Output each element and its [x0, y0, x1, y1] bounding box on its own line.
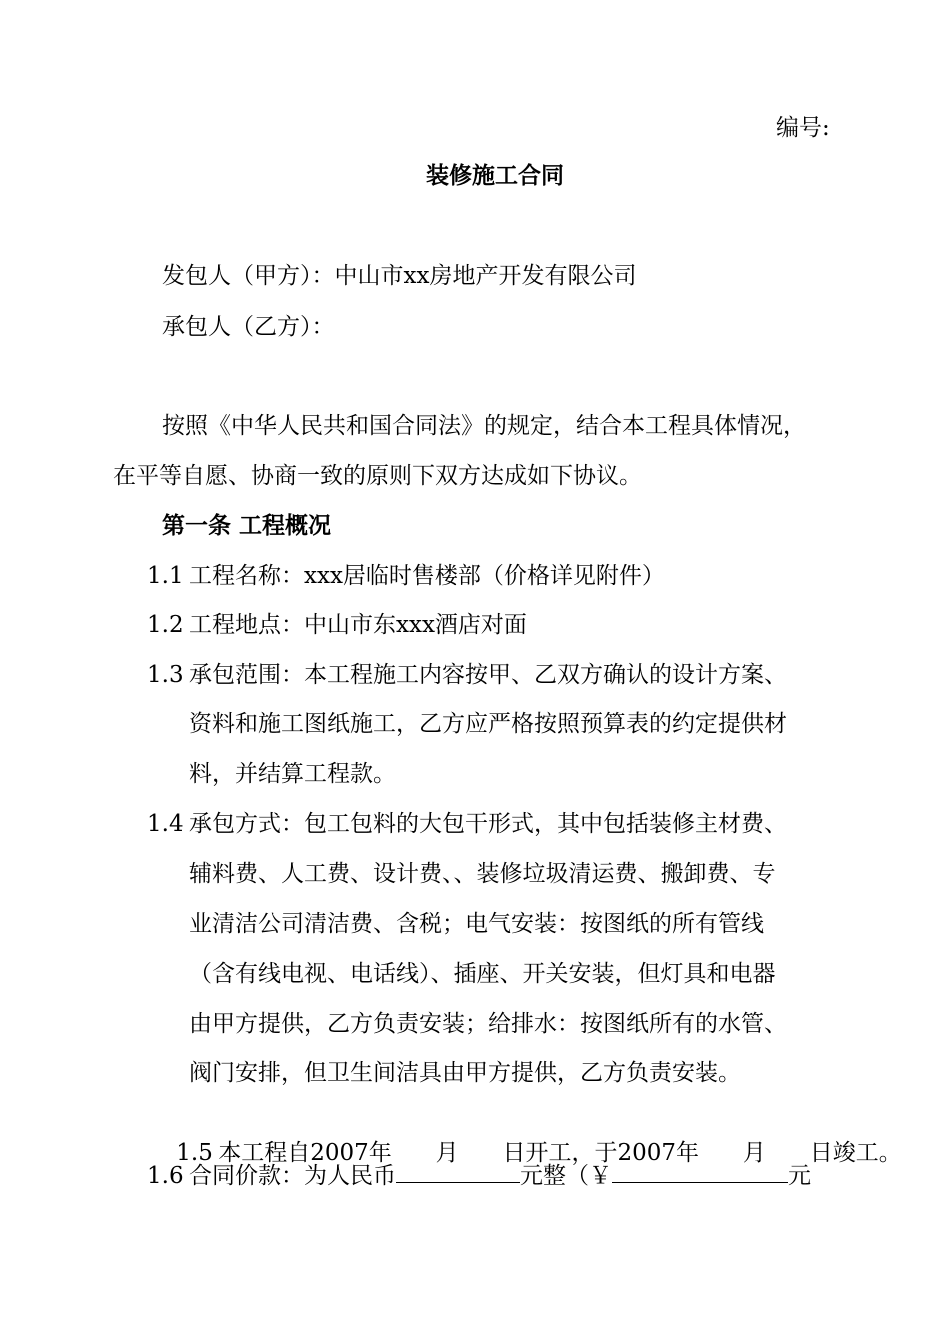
- item-1-2: [147, 610, 527, 640]
- item-1-4-line-5: 由甲方提供，乙方负责安装；给排水：按图纸所有的水管、: [189, 1011, 787, 1037]
- page-title: 装修施工合同: [426, 163, 564, 189]
- item-1-6: [147, 1158, 811, 1191]
- item-text: 承包方式：包工包料的大包干形式，其中包括装修主材费、: [189, 811, 787, 837]
- item-1-1: [147, 561, 665, 591]
- item-1-3-line-3: 料，并结算工程款。: [189, 761, 396, 787]
- item-text: 本工程自2007年 月 日开工，于2007年 月 日竣工。: [218, 1140, 902, 1166]
- item-1-4: [147, 809, 787, 839]
- item-1-3-line-2: 资料和施工图纸施工，乙方应严格按照预算表的约定提供材: [189, 711, 787, 737]
- contract-price-label: 合同价款：为人民币: [189, 1163, 396, 1189]
- intro-line-2: 在平等自愿、协商一致的原则下双方达成如下协议。: [113, 463, 642, 489]
- item-number: 1.3: [147, 662, 184, 688]
- item-text: 工程地点：中山市东xxx酒店对面: [189, 612, 527, 638]
- contract-price-yuan-label: 元整（￥: [520, 1163, 612, 1189]
- contract-price-unit: 元: [788, 1163, 811, 1189]
- item-number: 1.2: [147, 612, 184, 638]
- item-text: 承包范围：本工程施工内容按甲、乙双方确认的设计方案、: [189, 662, 787, 688]
- item-1-3: [147, 660, 787, 690]
- item-1-4-line-6: 阀门安排，但卫生间洁具由甲方提供，乙方负责安装。: [189, 1060, 741, 1086]
- item-text: 工程名称：xxx居临时售楼部（价格详见附件）: [189, 563, 665, 589]
- item-number: 1.1: [147, 563, 184, 589]
- price-words-blank[interactable]: [396, 1158, 520, 1183]
- item-number: 1.6: [147, 1163, 184, 1189]
- item-1-4-line-3: 业清洁公司清洁费、含税；电气安装：按图纸的所有管线: [189, 911, 764, 937]
- party-a-line: 发包人（甲方）：中山市xx房地产开发有限公司: [162, 263, 637, 289]
- party-b-line: 承包人（乙方）：: [162, 314, 335, 340]
- price-number-blank[interactable]: [612, 1158, 788, 1183]
- item-number: 1.4: [147, 811, 184, 837]
- article-1-heading: 第一条 工程概况: [162, 513, 332, 539]
- item-1-4-line-2: 辅料费、人工费、设计费、、装修垃圾清运费、搬卸费、专: [189, 861, 776, 887]
- item-number: 1.5: [176, 1140, 213, 1166]
- document-number-label: 编号:: [776, 115, 830, 141]
- item-1-4-line-4: （含有线电视、电话线）、插座、开关安装，但灯具和电器: [189, 961, 776, 987]
- intro-line-1: 按照《中华人民共和国合同法》的规定，结合本工程具体情况，: [162, 413, 806, 439]
